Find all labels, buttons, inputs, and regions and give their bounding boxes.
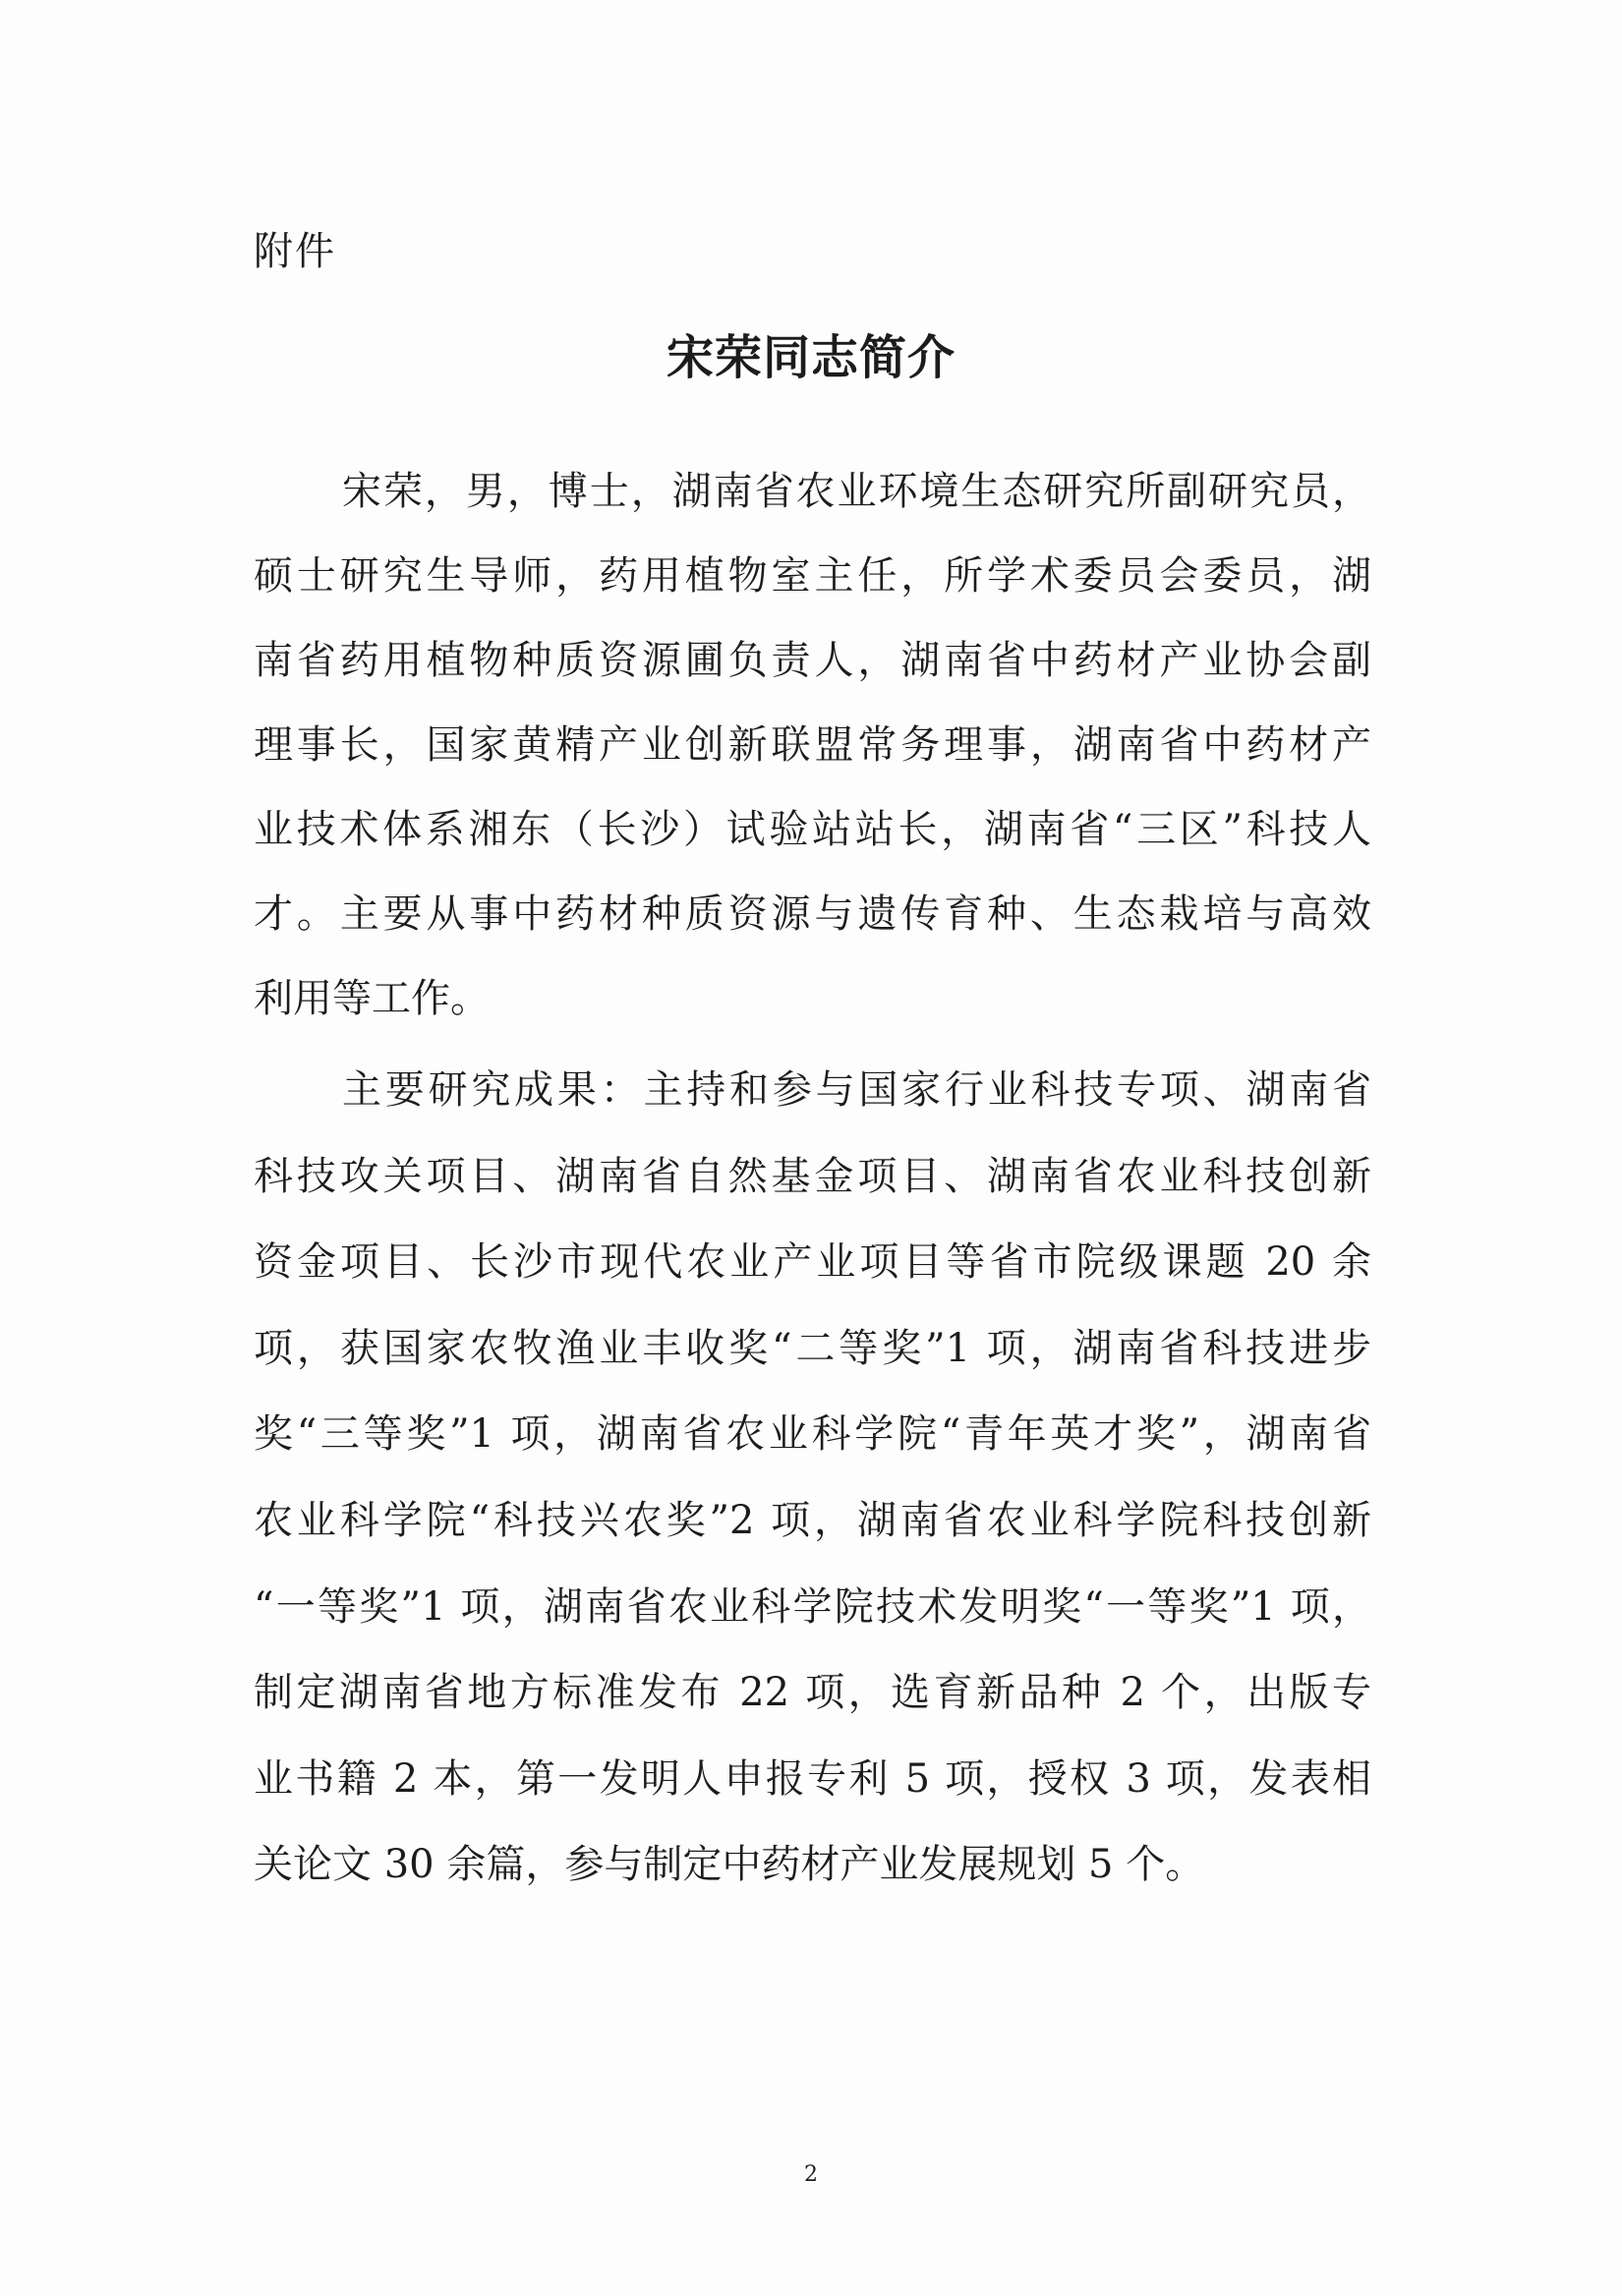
text-line: 奖“三等奖”1 项，湖南省农业科学院“青年英才奖”，湖南省 [254,1411,1371,1458]
text-line: 理事长，国家黄精产业创新联盟常务理事，湖南省中药材产 [254,722,1371,768]
text-line: 业技术体系湘东（长沙）试验站站长，湖南省“三区”科技人 [254,807,1371,852]
text-line: 业书籍 2 本，第一发明人申报专利 5 项，授权 3 项，发表相 [254,1755,1371,1802]
text-line: 南省药用植物种质资源圃负责人，湖南省中药材产业协会副 [254,638,1371,683]
paragraph-biography [254,449,1371,1041]
text-line: “一等奖”1 项，湖南省农业科学院技术发明奖“一等奖”1 项， [254,1583,1371,1630]
text-line: 利用等工作。 [254,976,490,1021]
text-line: 科技攻关项目、湖南省自然基金项目、湖南省农业科技创新 [254,1153,1371,1199]
text-line: 制定湖南省地方标准发布 22 项，选育新品种 2 个，出版专 [254,1670,1371,1716]
text-line: 宋荣，男，博士，湖南省农业环境生态研究所副研究员， [342,469,1371,514]
text-line: 硕士研究生导师，药用植物室主任，所学术委员会委员，湖 [254,553,1371,599]
text-line: 农业科学院“科技兴农奖”2 项，湖南省农业科学院科技创新 [254,1497,1371,1543]
text-line: 关论文 30 余篇，参与制定中药材产业发展规划 5 个。 [254,1842,1205,1888]
paragraph-achievements [254,1048,1371,1909]
document-title: 宋荣同志简介 [666,330,956,385]
text-line: 才。主要从事中药材种质资源与遗传育种、生态栽培与高效 [254,891,1371,937]
text-line: 主要研究成果：主持和参与国家行业科技专项、湖南省 [342,1067,1371,1113]
page-number: 2 [804,2162,818,2187]
text-line: 项，获国家农牧渔业丰收奖“二等奖”1 项，湖南省科技进步 [254,1325,1371,1371]
text-line: 资金项目、长沙市现代农业产业项目等省市院级课题 20 余 [254,1239,1371,1286]
attachment-label: 附件 [254,229,336,274]
